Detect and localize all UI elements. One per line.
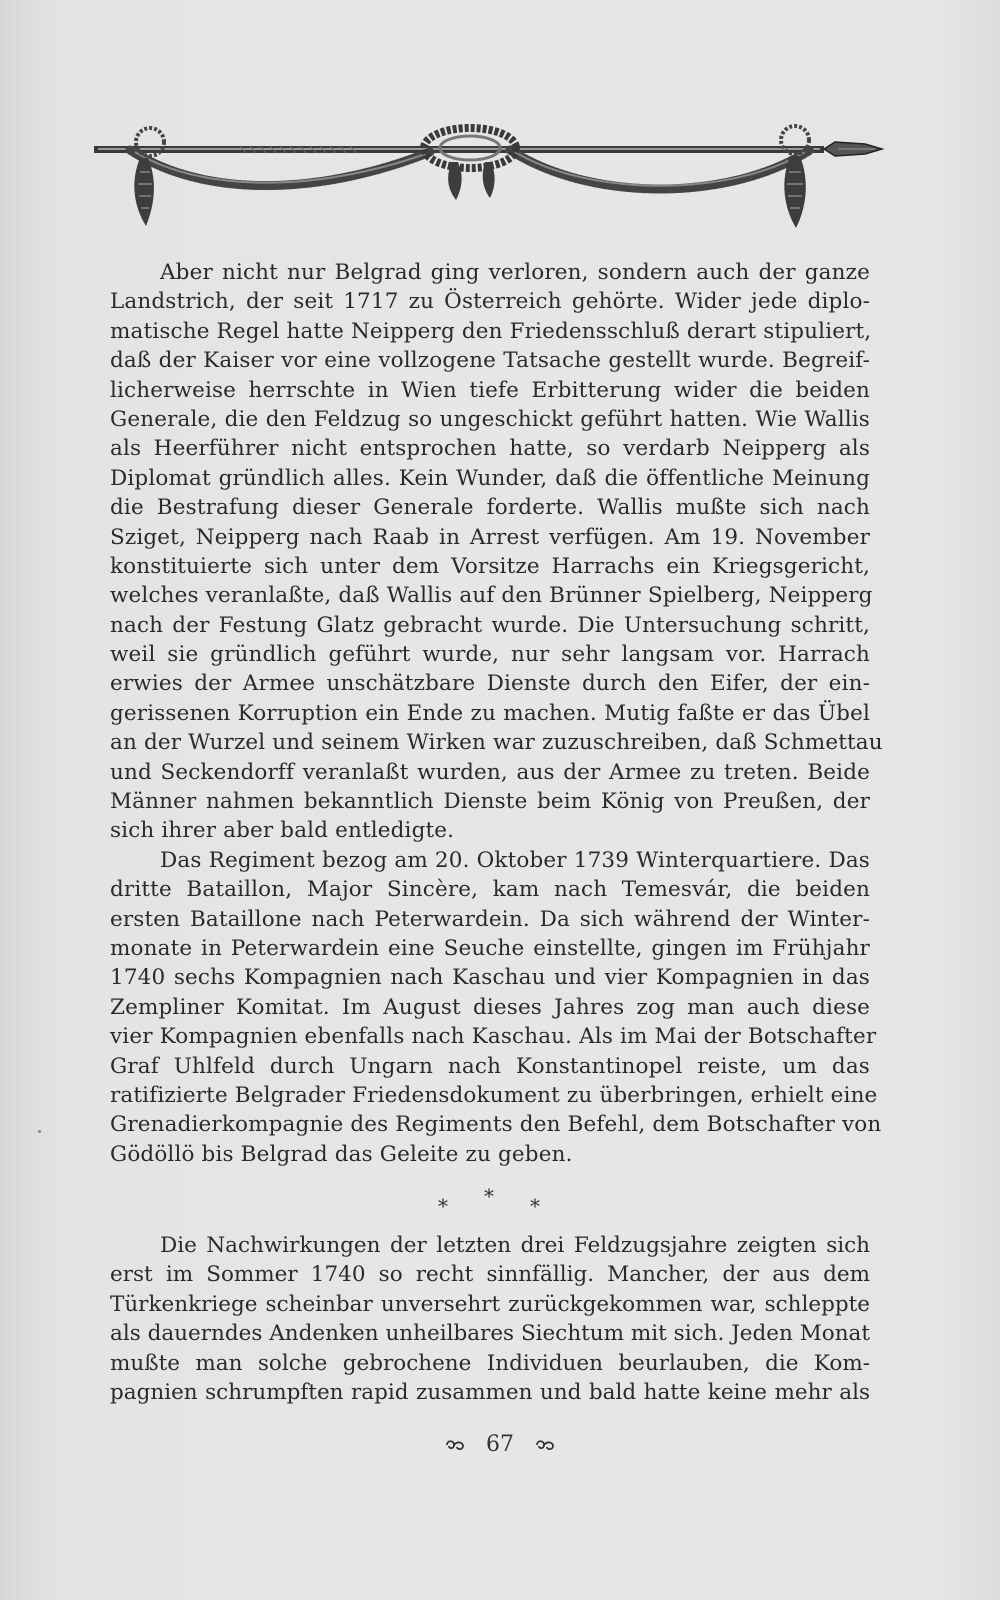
- paragraph-regiment: [110, 846, 882, 1169]
- text-line: Landstrich, der seit 1717 zu Österreich gehörte. Wider jede diplo-: [110, 289, 870, 315]
- separator-star: *: [530, 1194, 540, 1218]
- text-line: die Bestrafung dieser Generale forderte. Wallis mußte sich nach: [110, 495, 870, 521]
- text-line: welches veranlaßte, daß Wallis auf den Brünner Spielberg, Neipperg: [110, 583, 873, 609]
- text-line: vier Kompagnien ebenfalls nach Kaschau. Als im Mai der Botschafter: [110, 1024, 877, 1050]
- text-line: gerissenen Korruption ein Ende zu machen. Mutig faßte er das Übel: [110, 700, 870, 726]
- text-line: daß der Kaiser vor eine vollzogene Tatsache gestellt wurde. Begreif-: [110, 348, 870, 374]
- page-number-footer: [0, 1432, 1000, 1457]
- text-line: licherweise herrschte in Wien tiefe Erbitterung wider die beiden: [110, 377, 870, 403]
- text-line: 1740 sechs Kompagnien nach Kaschau und vier Kompagnien in das: [110, 965, 870, 991]
- paragraph-belgrad: [110, 258, 883, 846]
- text-line: an der Wurzel und seinem Wirken war zuzuschreiben, daß Schmettau: [110, 730, 883, 756]
- text-line: Das Regiment bezog am 20. Oktober 1739 Winterquartiere. Das: [160, 847, 870, 873]
- text-line: nach der Festung Glatz gebracht wurde. Die Untersuchung schritt,: [110, 612, 870, 638]
- text-line: erst im Sommer 1740 so recht sinnfällig. Mancher, der aus dem: [110, 1262, 870, 1288]
- text-line: als dauerndes Andenken unheilbares Siechtum mit sich. Jeden Monat: [110, 1321, 870, 1347]
- text-line: erwies der Armee unschätzbare Dienste durch den Eifer, der ein-: [110, 671, 870, 697]
- text-line: weil sie gründlich geführt wurde, nur sehr langsam vor. Harrach: [110, 642, 870, 668]
- text-line: Grenadierkompagnie des Regiments den Befehl, dem Botschafter von: [110, 1112, 882, 1138]
- text-line: konstituierte sich unter dem Vorsitze Harrachs ein Kriegsgericht,: [110, 553, 870, 579]
- text-line: ratifizierte Belgrader Friedensdokument zu überbringen, erhielt eine: [110, 1082, 878, 1108]
- text-line: ersten Bataillone nach Peterwardein. Da sich während der Winter-: [110, 906, 870, 932]
- text-line: Generale, die den Feldzug so ungeschickt geführt hatten. Wie Wallis: [110, 406, 870, 432]
- page-number: 67: [486, 1432, 514, 1457]
- text-line: als Heerführer nicht entsprochen hatte, so verdarb Neipperg als: [110, 436, 870, 462]
- swirl-ornament-icon: [535, 1438, 555, 1452]
- text-line: monate in Peterwardein eine Seuche einstellte, gingen im Frühjahr: [110, 935, 870, 961]
- text-line: Männer nahmen bekanntlich Dienste beim König von Preußen, der: [110, 789, 870, 815]
- text-line: Die Nachwirkungen der letzten drei Feldzugsjahre zeigten sich: [160, 1233, 870, 1258]
- text-line: pagnien schrumpften rapid zusammen und bald hatte keine mehr als: [110, 1379, 870, 1405]
- text-line: Sziget, Neipperg nach Raab in Arrest verfügen. Am 19. November: [110, 524, 870, 550]
- paper-speck: [38, 1130, 41, 1133]
- text-line: dritte Bataillon, Major Sincère, kam nach Temesvár, die beiden: [110, 877, 870, 903]
- text-line: und Seckendorff veranlaßt wurden, aus der Armee zu treten. Beide: [110, 759, 870, 785]
- text-line: Graf Uhlfeld durch Ungarn nach Konstantinopel reiste, um das: [110, 1053, 870, 1079]
- text-line: Türkenkriege scheinbar unversehrt zurückgekommen war, schleppte: [110, 1291, 870, 1317]
- swirl-ornament-icon: [445, 1438, 465, 1452]
- section-separator: [0, 1186, 1000, 1226]
- text-line: matische Regel hatte Neipperg den Friedensschluß derart stipuliert,: [110, 318, 872, 344]
- separator-star: *: [484, 1184, 494, 1208]
- text-line: Zempliner Komitat. Im August dieses Jahres zog man auch diese: [110, 994, 870, 1020]
- body-text: [110, 258, 883, 1169]
- text-line: Diplomat gründlich alles. Kein Wunder, daß die öffentliche Meinung: [110, 465, 870, 491]
- text-line: mußte man solche gebrochene Individuen beurlauben, die Kom-: [110, 1350, 870, 1376]
- garland-lance-ornament: [90, 122, 890, 234]
- text-line: Aber nicht nur Belgrad ging verloren, sondern auch der ganze: [160, 260, 870, 285]
- separator-star: *: [438, 1194, 448, 1218]
- text-line: Gödöllö bis Belgrad das Geleite zu geben.: [110, 1141, 573, 1167]
- text-line: sich ihrer aber bald entledigte.: [110, 818, 455, 844]
- paragraph-nachwirkungen: [110, 1231, 870, 1407]
